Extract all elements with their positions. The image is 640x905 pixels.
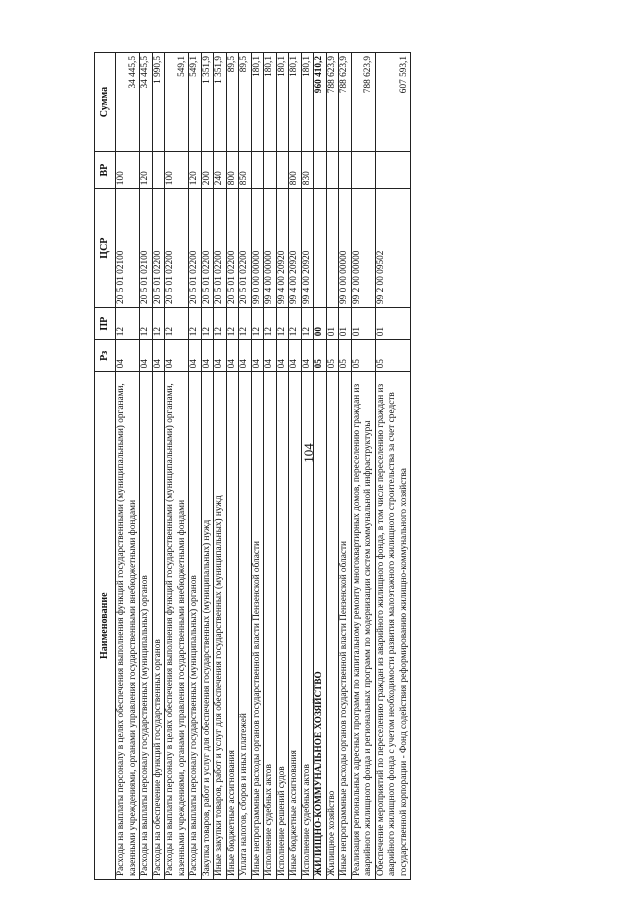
cell-csr: 20 5 01 02200 [239,189,252,308]
cell-csr: 20 5 01 02200 [226,189,239,308]
budget-table [94,52,411,880]
cell-sum: 89,5 [226,53,239,152]
cell-vr [314,152,327,189]
cell-sum: 89,5 [239,53,252,152]
cell-sum: 788 623,9 [351,53,375,152]
cell-vr [351,152,375,189]
cell-pr: 12 [264,308,277,340]
cell-pr: 01 [326,308,339,340]
cell-pr: 12 [251,308,264,340]
cell-rz: 04 [152,340,165,372]
cell-sum: 607 593,1 [375,53,411,152]
cell-sum: 180,1 [289,53,302,152]
table-row [140,53,153,880]
cell-pr: 01 [351,308,375,340]
table-row [152,53,165,880]
cell-name: Исполнение решений судов [276,372,289,880]
table-row [165,53,189,880]
cell-rz: 05 [375,340,411,372]
cell-name: Иные бюджетные ассигнования [226,372,239,880]
cell-name: Иные бюджетные ассигнования [289,372,302,880]
cell-sum: 549,1 [189,53,202,152]
cell-rz: 04 [140,340,153,372]
cell-vr: 100 [165,152,189,189]
cell-pr: 12 [276,308,289,340]
header-name: Наименование [95,372,116,880]
table-row [301,53,314,880]
cell-vr: 120 [140,152,153,189]
cell-vr: 830 [301,152,314,189]
cell-sum: 180,1 [264,53,277,152]
cell-pr: 12 [201,308,214,340]
cell-pr: 12 [301,308,314,340]
cell-name: Уплата налогов, сборов и иных платежей [239,372,252,880]
cell-csr: 20 5 01 02200 [201,189,214,308]
cell-csr: 20 5 01 02200 [214,189,227,308]
cell-pr: 12 [239,308,252,340]
cell-rz: 05 [314,340,327,372]
cell-rz: 05 [351,340,375,372]
cell-csr: 20 5 01 02200 [189,189,202,308]
cell-sum: 788 623,9 [339,53,352,152]
cell-pr: 01 [375,308,411,340]
cell-csr: 20 5 01 02200 [165,189,189,308]
cell-csr: 20 5 01 02100 [140,189,153,308]
cell-name: Иные непрограммные расходы органов государственной власти Пензенской области [251,372,264,880]
table-row [264,53,277,880]
cell-name: ЖИЛИЩНО-КОММУНАЛЬНОЕ ХОЗЯЙСТВО [314,372,327,880]
cell-csr: 99 2 00 00000 [351,189,375,308]
table-row [339,53,352,880]
table-row [116,53,140,880]
cell-name: Иные закупки товаров, работ и услуг для обеспечения государственных (муниципальных) нужд [214,372,227,880]
cell-rz: 04 [251,340,264,372]
table-row [351,53,375,880]
table-header-row [95,53,116,880]
header-rz: Рз [95,340,116,372]
cell-rz: 04 [189,340,202,372]
header-csr: ЦСР [95,189,116,308]
cell-sum: 180,1 [301,53,314,152]
cell-pr: 00 [314,308,327,340]
cell-name: Исполнение судебных актов [301,372,314,880]
cell-rz: 04 [301,340,314,372]
cell-sum: 549,1 [165,53,189,152]
cell-name: Обеспечение мероприятий по переселению граждан из аварийного жилищного фонда, в том числе переселению граждан из аварийного жилищного фонда с учетом необходимости развития малоэтажного жилищного строительства за счет средств государственной корпорации - Фонд содействия реформированию жилищно-коммунального хозяйства [375,372,411,880]
cell-sum: 788 623,9 [326,53,339,152]
table-row [214,53,227,880]
table-row [239,53,252,880]
cell-name: Жилищное хозяйство [326,372,339,880]
cell-pr: 12 [226,308,239,340]
header-pr: ПР [95,308,116,340]
rotated-table-container [94,52,574,880]
cell-rz: 05 [339,340,352,372]
cell-pr: 12 [116,308,140,340]
cell-sum: 34 445,5 [140,53,153,152]
cell-csr: 20 5 01 02100 [116,189,140,308]
cell-csr: 99 0 00 00000 [339,189,352,308]
cell-name: Закупка товаров, работ и услуг для обеспечения государственных (муниципальных) нужд [201,372,214,880]
cell-vr [276,152,289,189]
header-sum: Сумма [95,53,116,152]
cell-vr: 100 [116,152,140,189]
cell-vr [339,152,352,189]
cell-name: Расходы на обеспечение функций государственных органов [152,372,165,880]
cell-rz: 04 [165,340,189,372]
cell-pr: 12 [165,308,189,340]
cell-rz: 05 [326,340,339,372]
cell-pr: 12 [189,308,202,340]
cell-csr: 99 4 00 20920 [289,189,302,308]
table-row [289,53,302,880]
cell-name: Исполнение судебных актов [264,372,277,880]
cell-rz: 04 [201,340,214,372]
cell-vr: 240 [214,152,227,189]
cell-pr: 12 [214,308,227,340]
cell-pr: 12 [289,308,302,340]
cell-sum: 34 445,5 [116,53,140,152]
header-vr: ВР [95,152,116,189]
cell-sum: 180,1 [251,53,264,152]
cell-csr [326,189,339,308]
cell-rz: 04 [289,340,302,372]
cell-csr: 99 4 00 00000 [264,189,277,308]
table-body [116,53,411,880]
cell-name: Иные непрограммные расходы органов государственной власти Пензенской области [339,372,352,880]
table-row [201,53,214,880]
cell-vr: 200 [201,152,214,189]
cell-csr: 20 5 01 02200 [152,189,165,308]
cell-name: Расходы на выплаты персоналу в целях обеспечения выполнения функций государственными (муниципальными) органами, казенными учреждениями, органами управления государственными внебюджетными фондами [165,372,189,880]
cell-sum: 960 410,2 [314,53,327,152]
table-row [276,53,289,880]
cell-vr: 800 [226,152,239,189]
table-row [251,53,264,880]
cell-rz: 04 [116,340,140,372]
cell-sum: 1 351,9 [201,53,214,152]
cell-pr: 12 [140,308,153,340]
table-row [314,53,327,880]
cell-sum: 1 351,9 [214,53,227,152]
cell-csr: 99 4 00 20920 [301,189,314,308]
cell-csr: 99 4 00 20920 [276,189,289,308]
cell-vr: 800 [289,152,302,189]
cell-name: Расходы на выплаты персоналу государственных (муниципальных) органов [140,372,153,880]
cell-vr [152,152,165,189]
cell-name: Расходы на выплаты персоналу в целях обеспечения выполнения функций государственными (муниципальными) органами, казенными учреждениями, органами управления государственными внебюджетными фондами [116,372,140,880]
cell-rz: 04 [239,340,252,372]
cell-rz: 04 [276,340,289,372]
cell-vr [264,152,277,189]
cell-rz: 04 [264,340,277,372]
cell-rz: 04 [214,340,227,372]
cell-vr [375,152,411,189]
cell-name: Реализация региональных адресных программ по капитальному ремонту многоквартирных домов, переселению граждан из аварийного жилищного фонда и региональных программ по модернизации систем коммунальной инфраструктуры [351,372,375,880]
table-row [189,53,202,880]
table-row [375,53,411,880]
cell-sum: 1 990,5 [152,53,165,152]
cell-rz: 04 [226,340,239,372]
cell-name: Расходы на выплаты персоналу государственных (муниципальных) органов [189,372,202,880]
cell-vr [251,152,264,189]
cell-pr: 12 [152,308,165,340]
page-number: 104 [301,443,316,463]
cell-csr: 99 2 00 09502 [375,189,411,308]
cell-csr: 99 0 00 00000 [251,189,264,308]
cell-sum: 180,1 [276,53,289,152]
cell-pr: 01 [339,308,352,340]
cell-csr [314,189,327,308]
cell-vr: 120 [189,152,202,189]
table-row [326,53,339,880]
cell-vr [326,152,339,189]
cell-vr: 850 [239,152,252,189]
table-row [226,53,239,880]
